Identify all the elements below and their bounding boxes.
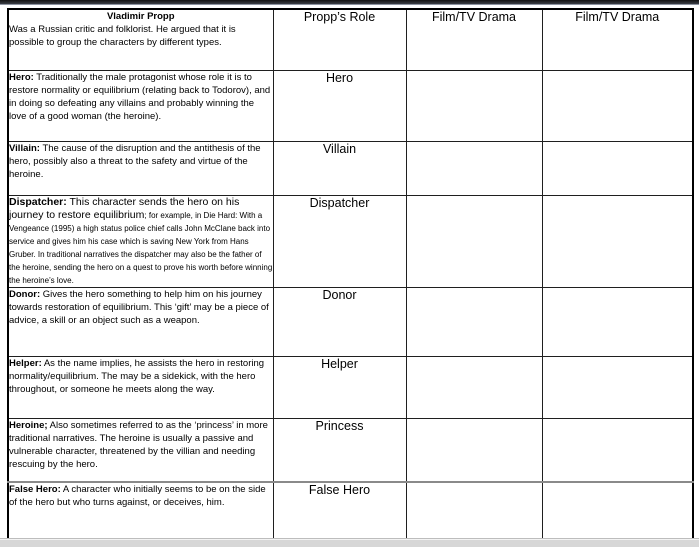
row-term: Donor: <box>9 288 41 300</box>
film-drama-answer-cell-1[interactable] <box>406 356 542 418</box>
film-drama-answer-cell-2[interactable] <box>542 141 693 195</box>
film-drama-answer-cell-2[interactable] <box>542 195 693 287</box>
film-drama-answer-cell-1[interactable] <box>406 482 542 545</box>
intro-title: Vladimir Propp <box>106 11 175 22</box>
propp-roles-table <box>7 8 694 546</box>
row-description: A character who initially seems to be on the side of the hero but who turns against, or deceives, him. <box>9 484 266 508</box>
row-description: Also sometimes referred to as the ‘princess’ in more traditional narratives. The heroine is usually a passive and vulnerable character, threatened by the villian and needing rescuing by the hero. <box>9 419 268 470</box>
row-term: Hero: <box>9 71 34 83</box>
column-header-propps-role: Propp’s Role <box>273 9 406 70</box>
description-cell <box>8 418 273 482</box>
row-term: Heroine; <box>9 419 48 431</box>
description-cell <box>8 287 273 356</box>
description-cell <box>8 195 273 287</box>
table-row-dispatcher <box>8 195 693 287</box>
role-cell: Donor <box>273 287 406 356</box>
row-term: Helper: <box>9 357 42 369</box>
row-description-small: ; for example, in Die Hard: With a Vengeance (1995) a high status police chief calls John McClane back into service and gives him his case which is saving New York from Hans Gruber. In traditional narratives the dispatcher may also be the father of the heroine, sending the hero on a quest to prove his worth before winning the heroine’s love. <box>9 210 273 285</box>
film-drama-answer-cell-2[interactable] <box>542 356 693 418</box>
table-header-row <box>8 9 693 70</box>
row-term: False Hero: <box>9 484 61 495</box>
role-cell: Helper <box>273 356 406 418</box>
row-description: As the name implies, he assists the hero in restoring normality/equilibrium. The may be a sidekick, with the hero throughout, or someone he meets along the way. <box>9 357 265 395</box>
row-term: Villain: <box>9 142 40 154</box>
film-drama-answer-cell-1[interactable] <box>406 70 542 141</box>
role-cell: Dispatcher <box>273 195 406 287</box>
role-cell: Villain <box>273 141 406 195</box>
table-row-false-hero <box>8 482 693 545</box>
film-drama-answer-cell-2[interactable] <box>542 418 693 482</box>
row-description: The cause of the disruption and the antithesis of the hero, possibly also a threat to the safety and virtue of the heroine. <box>9 142 261 180</box>
intro-cell <box>8 9 273 70</box>
table-row-heroine <box>8 418 693 482</box>
role-cell: Hero <box>273 70 406 141</box>
description-cell <box>8 356 273 418</box>
column-header-film-tv-drama-1: Film/TV Drama <box>406 9 542 70</box>
table-row-hero <box>8 70 693 141</box>
description-cell <box>8 482 273 545</box>
row-description: Gives the hero something to help him on his journey towards restoration of equilibrium. This ‘gift’ may be a piece of advice, a skill or an object such as a weapon. <box>9 288 269 326</box>
film-drama-answer-cell-1[interactable] <box>406 141 542 195</box>
description-cell <box>8 141 273 195</box>
table-row-helper <box>8 356 693 418</box>
row-description: Traditionally the male protagonist whose role it is to restore normality or equilibrium (relating back to Todorov), and in doing so defeating any villains and probably winning the love of a good woman (the heroine). <box>9 71 271 122</box>
film-drama-answer-cell-2[interactable] <box>542 482 693 545</box>
film-drama-answer-cell-1[interactable] <box>406 287 542 356</box>
window-top-edge <box>0 0 699 5</box>
description-cell <box>8 70 273 141</box>
film-drama-answer-cell-1[interactable] <box>406 418 542 482</box>
role-cell: Princess <box>273 418 406 482</box>
film-drama-answer-cell-1[interactable] <box>406 195 542 287</box>
film-drama-answer-cell-2[interactable] <box>542 70 693 141</box>
table-row-donor <box>8 287 693 356</box>
role-cell: False Hero <box>273 482 406 545</box>
film-drama-answer-cell-2[interactable] <box>542 287 693 356</box>
row-description-large: This character sends the hero on his journey to restore equilibrium <box>9 195 240 221</box>
table-row-villain <box>8 141 693 195</box>
intro-body: Was a Russian critic and folklorist. He argued that it is possible to group the characters by different types. <box>9 24 236 48</box>
row-term: Dispatcher: <box>9 195 67 208</box>
column-header-film-tv-drama-2: Film/TV Drama <box>542 9 693 70</box>
